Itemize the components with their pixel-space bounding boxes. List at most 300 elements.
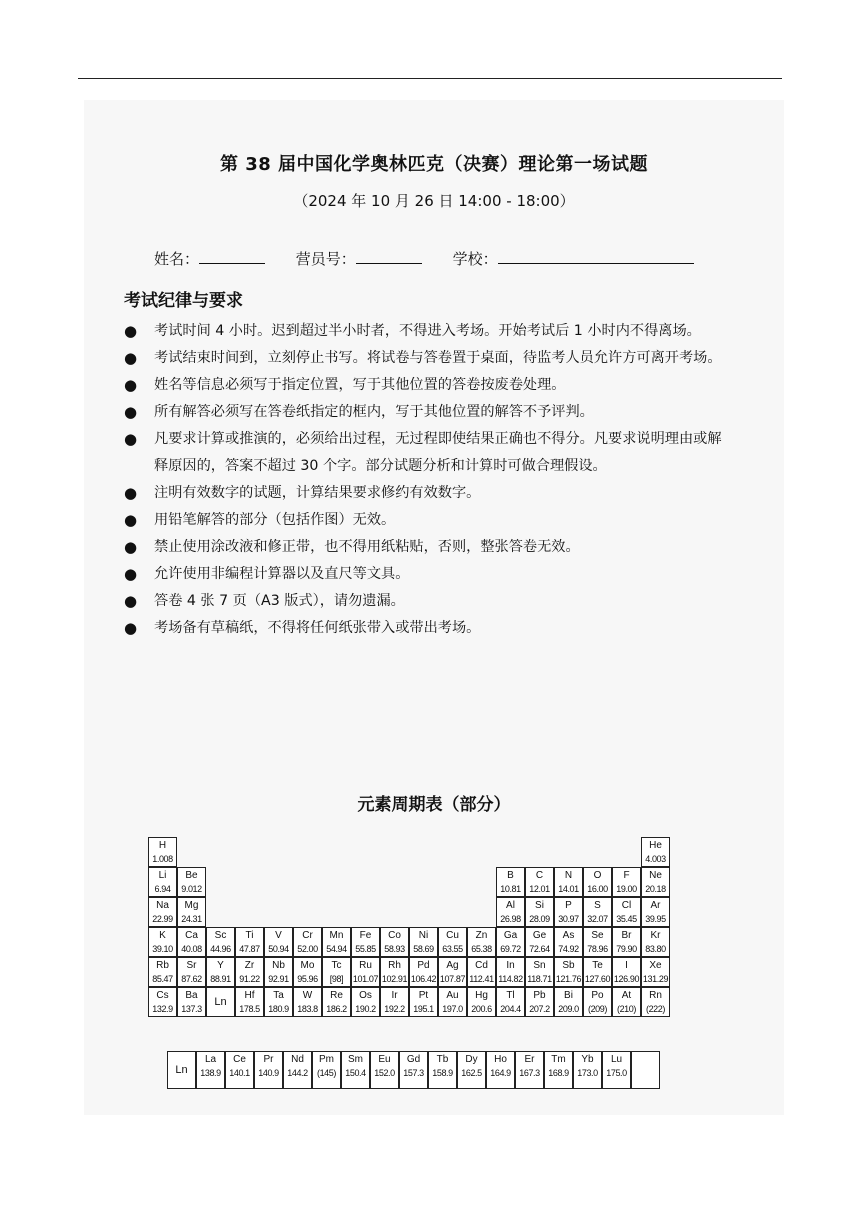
element-cell-ca: [177, 927, 206, 957]
atomic-mass: 22.99: [152, 914, 173, 924]
element-cell-po: [583, 987, 612, 1017]
element-symbol: Br: [621, 930, 632, 941]
atomic-mass: 69.72: [500, 944, 521, 954]
atomic-mass: 95.96: [297, 974, 318, 984]
element-cell-ta: [264, 987, 293, 1017]
element-symbol: Y: [217, 960, 224, 971]
element-cell-dy: [457, 1051, 486, 1089]
element-symbol: Si: [535, 900, 544, 911]
element-symbol: Ge: [532, 930, 547, 941]
rule-text: 考场备有草稿纸，不得将任何纸张带入或带出考场。: [154, 620, 481, 636]
atomic-mass: 58.93: [384, 944, 405, 954]
rule-text: 所有解答必须写在答卷纸指定的框内，写于其他位置的解答不予评判。: [154, 404, 594, 420]
bullet-icon: ●: [124, 565, 138, 583]
element-cell-cl: [612, 897, 641, 927]
atomic-mass: 24.31: [181, 914, 202, 924]
atomic-mass: 183.8: [297, 1004, 318, 1014]
element-cell-au: [438, 987, 467, 1017]
rule-item: [124, 426, 724, 480]
element-cell-na: [148, 897, 177, 927]
atomic-mass: 207.2: [529, 1004, 550, 1014]
atomic-mass: 83.80: [645, 944, 666, 954]
element-symbol: H: [158, 840, 167, 851]
empty-cell: [631, 1051, 660, 1089]
element-cell-sm: [341, 1051, 370, 1089]
atomic-mass: 12.01: [529, 884, 550, 894]
rule-item: [124, 345, 724, 372]
element-symbol: C: [535, 870, 544, 881]
element-symbol: Co: [388, 930, 401, 941]
element-cell-tb: [428, 1051, 457, 1089]
atomic-mass: 178.5: [239, 1004, 260, 1014]
element-cell-er: [515, 1051, 544, 1089]
element-cell-f: [612, 867, 641, 897]
element-symbol: Po: [591, 990, 604, 1001]
atomic-mass: 85.47: [152, 974, 173, 984]
atomic-mass: 131.29: [642, 974, 669, 984]
element-symbol: Ga: [503, 930, 518, 941]
element-symbol: Lu: [610, 1054, 623, 1065]
atomic-mass: 144.2: [287, 1068, 308, 1078]
element-symbol: Ln: [214, 996, 227, 1008]
element-symbol: Nb: [272, 960, 285, 971]
atomic-mass: 106.42: [410, 974, 437, 984]
name-field[interactable]: [154, 248, 265, 269]
atomic-mass: 20.18: [645, 884, 666, 894]
school-field[interactable]: [453, 248, 694, 269]
atomic-mass: 52.00: [297, 944, 318, 954]
element-cell-lu: [602, 1051, 631, 1089]
rule-text: 允许使用非编程计算器以及直尺等文具。: [154, 566, 410, 582]
element-symbol: Ln: [175, 1064, 188, 1076]
element-symbol: Tm: [551, 1054, 566, 1065]
rule-text: 凡要求计算或推演的，必须给出过程，无过程即使结果正确也不得分。凡要求说明理由或解释原因的，答案不超过 30 个字。部分试题分析和计算时可做合理假设。: [154, 431, 722, 474]
element-symbol: Au: [446, 990, 459, 1001]
element-cell-br: [612, 927, 641, 957]
atomic-mass: 58.69: [413, 944, 434, 954]
periodic-table-title: 元素周期表（部分）: [357, 795, 511, 815]
rule-text: 答卷 4 张 7 页（A3 版式），请勿遗漏。: [154, 593, 405, 609]
element-symbol: V: [275, 930, 282, 941]
school-label: 学校：: [452, 250, 498, 268]
element-cell-pm: [312, 1051, 341, 1089]
element-symbol: Ba: [185, 990, 198, 1001]
element-cell-la: [196, 1051, 225, 1089]
element-cell-hg: [467, 987, 496, 1017]
element-symbol: Cd: [475, 960, 488, 971]
element-symbol: Ar: [650, 900, 661, 911]
atomic-mass: 39.95: [645, 914, 666, 924]
element-cell-kr: [641, 927, 670, 957]
element-cell-b: [496, 867, 525, 897]
element-cell-rh: [380, 957, 409, 987]
atomic-mass: 137.3: [181, 1004, 202, 1014]
bullet-icon: ●: [124, 322, 138, 340]
atomic-mass: 209.0: [558, 1004, 579, 1014]
rule-item: [124, 318, 724, 345]
element-symbol: Eu: [378, 1054, 391, 1065]
rule-item: [124, 588, 724, 615]
element-cell-ge: [525, 927, 554, 957]
element-symbol: Ti: [245, 930, 254, 941]
element-symbol: Pd: [417, 960, 430, 971]
element-symbol: Ca: [185, 930, 198, 941]
element-cell-al: [496, 897, 525, 927]
element-symbol: La: [204, 1054, 217, 1065]
element-cell-ln: [167, 1051, 196, 1089]
camper-number-blank-line: [356, 249, 422, 264]
atomic-mass: 32.07: [587, 914, 608, 924]
element-cell-hf: [235, 987, 264, 1017]
atomic-mass: 121.76: [555, 974, 582, 984]
atomic-mass: 9.012: [181, 884, 202, 894]
element-cell-xe: [641, 957, 670, 987]
atomic-mass: (145): [316, 1068, 336, 1078]
element-symbol: Hg: [475, 990, 488, 1001]
rule-item: [124, 480, 724, 507]
element-cell-o: [583, 867, 612, 897]
atomic-mass: 152.0: [374, 1068, 395, 1078]
element-cell-tl: [496, 987, 525, 1017]
atomic-mass: 175.0: [606, 1068, 627, 1078]
element-symbol: Al: [506, 900, 515, 911]
element-symbol: Rb: [156, 960, 169, 971]
element-symbol: Ru: [359, 960, 372, 971]
element-symbol: P: [565, 900, 572, 911]
element-symbol: S: [594, 900, 601, 911]
atomic-mass: 195.1: [413, 1004, 434, 1014]
atomic-mass: 114.82: [498, 974, 523, 984]
name-blank-line: [199, 249, 265, 264]
element-cell-si: [525, 897, 554, 927]
atomic-mass: 28.09: [529, 914, 550, 924]
element-cell-ar: [641, 897, 670, 927]
element-cell-i: [612, 957, 641, 987]
bullet-icon: ●: [124, 484, 138, 502]
element-cell-se: [583, 927, 612, 957]
element-cell-ba: [177, 987, 206, 1017]
atomic-mass: 150.4: [345, 1068, 366, 1078]
atomic-mass: 190.2: [355, 1004, 376, 1014]
rules-list: [124, 318, 724, 642]
element-symbol: Mo: [300, 960, 315, 971]
element-symbol: Er: [524, 1054, 535, 1065]
element-cell-ir: [380, 987, 409, 1017]
atomic-mass: 167.3: [519, 1068, 540, 1078]
element-symbol: Ne: [649, 870, 662, 881]
element-symbol: At: [621, 990, 632, 1001]
element-symbol: Dy: [465, 1054, 478, 1065]
rule-item: [124, 399, 724, 426]
element-cell-zn: [467, 927, 496, 957]
element-cell-sc: [206, 927, 235, 957]
element-symbol: Tb: [436, 1054, 449, 1065]
exam-title: 第 38 届中国化学奥林匹克（决赛）理论第一场试题: [219, 154, 649, 175]
rule-item: [124, 615, 724, 642]
element-symbol: Gd: [406, 1054, 421, 1065]
element-symbol: Hf: [244, 990, 255, 1001]
element-cell-cu: [438, 927, 467, 957]
bullet-icon: ●: [124, 376, 138, 394]
atomic-mass: 91.22: [239, 974, 260, 984]
element-symbol: O: [593, 870, 602, 881]
element-cell-ln: [206, 987, 235, 1017]
element-symbol: Li: [158, 870, 167, 881]
element-symbol: Pm: [319, 1054, 334, 1065]
rule-item: [124, 507, 724, 534]
element-cell-ga: [496, 927, 525, 957]
element-symbol: Ir: [391, 990, 398, 1001]
element-symbol: Ni: [418, 930, 429, 941]
element-cell-pd: [409, 957, 438, 987]
element-symbol: Sr: [186, 960, 197, 971]
element-cell-h: [148, 837, 177, 867]
atomic-mass: 200.6: [471, 1004, 492, 1014]
element-cell-te: [583, 957, 612, 987]
element-cell-li: [148, 867, 177, 897]
atomic-mass: 72.64: [529, 944, 550, 954]
element-symbol: Pb: [533, 990, 546, 1001]
element-cell-ni: [409, 927, 438, 957]
atomic-mass: 35.45: [616, 914, 637, 924]
element-cell-mn: [322, 927, 351, 957]
rule-text: 姓名等信息必须写于指定位置，写于其他位置的答卷按废卷处理。: [154, 377, 566, 393]
element-cell-yb: [573, 1051, 602, 1089]
element-cell-pb: [525, 987, 554, 1017]
element-cell-nb: [264, 957, 293, 987]
element-cell-cd: [467, 957, 496, 987]
school-blank-line: [498, 249, 694, 264]
element-symbol: Rh: [388, 960, 401, 971]
element-cell-ag: [438, 957, 467, 987]
camper-number-label: 营员号：: [295, 250, 356, 268]
element-cell-ce: [225, 1051, 254, 1089]
element-symbol: Pr: [263, 1054, 274, 1065]
atomic-mass: 180.9: [268, 1004, 289, 1014]
element-symbol: Kr: [650, 930, 661, 941]
atomic-mass: 78.96: [587, 944, 608, 954]
element-cell-re: [322, 987, 351, 1017]
element-symbol: Nd: [291, 1054, 304, 1065]
atomic-mass: 92.91: [268, 974, 289, 984]
rule-item: [124, 372, 724, 399]
element-cell-sb: [554, 957, 583, 987]
rule-item: [124, 561, 724, 588]
element-cell-mg: [177, 897, 206, 927]
element-cell-ti: [235, 927, 264, 957]
element-symbol: Cr: [302, 930, 313, 941]
element-symbol: Cs: [156, 990, 169, 1001]
element-symbol: Os: [359, 990, 372, 1001]
element-cell-os: [351, 987, 380, 1017]
atomic-mass: 4.003: [645, 854, 666, 864]
bullet-icon: ●: [124, 511, 138, 529]
top-rule: [78, 78, 782, 79]
element-cell-at: [612, 987, 641, 1017]
element-symbol: Se: [591, 930, 604, 941]
atomic-mass: [98]: [329, 974, 344, 984]
element-cell-tc: [322, 957, 351, 987]
atomic-mass: 168.9: [548, 1068, 569, 1078]
element-cell-fe: [351, 927, 380, 957]
atomic-mass: 107.87: [439, 974, 466, 984]
rule-text: 注明有效数字的试题，计算结果要求修约有效数字。: [154, 485, 481, 501]
element-symbol: Ta: [273, 990, 284, 1001]
element-cell-sn: [525, 957, 554, 987]
atomic-mass: 6.94: [154, 884, 171, 894]
element-symbol: Sn: [533, 960, 546, 971]
element-symbol: Cu: [446, 930, 459, 941]
element-cell-ru: [351, 957, 380, 987]
element-symbol: W: [302, 990, 313, 1001]
rule-item: [124, 534, 724, 561]
element-symbol: Bi: [564, 990, 573, 1001]
atomic-mass: 10.81: [500, 884, 521, 894]
exam-date-time: （2024 年 10 月 26 日 14:00 - 18:00）: [293, 192, 575, 210]
rule-text: 考试结束时间到，立刻停止书写。将试卷与答卷置于桌面，待监考人员允许方可离开考场。: [154, 350, 722, 366]
element-cell-p: [554, 897, 583, 927]
atomic-mass: (209): [587, 1004, 607, 1014]
element-symbol: In: [506, 960, 515, 971]
atomic-mass: 79.90: [616, 944, 637, 954]
element-cell-y: [206, 957, 235, 987]
element-cell-as: [554, 927, 583, 957]
atomic-mass: 74.92: [558, 944, 579, 954]
atomic-mass: (222): [645, 1004, 665, 1014]
element-cell-v: [264, 927, 293, 957]
element-symbol: Mn: [329, 930, 344, 941]
atomic-mass: 63.55: [442, 944, 463, 954]
atomic-mass: 140.9: [258, 1068, 279, 1078]
bullet-icon: ●: [124, 619, 138, 637]
element-cell-gd: [399, 1051, 428, 1089]
bullet-icon: ●: [124, 592, 138, 610]
element-symbol: Be: [185, 870, 198, 881]
atomic-mass: 19.00: [616, 884, 637, 894]
element-cell-w: [293, 987, 322, 1017]
element-symbol: Zr: [244, 960, 255, 971]
element-cell-be: [177, 867, 206, 897]
rule-text: 用铅笔解答的部分（包括作图）无效。: [154, 512, 396, 528]
bullet-icon: ●: [124, 403, 138, 421]
element-cell-cr: [293, 927, 322, 957]
element-cell-ho: [486, 1051, 515, 1089]
bullet-icon: ●: [124, 538, 138, 556]
element-cell-tm: [544, 1051, 573, 1089]
atomic-mass: 132.9: [152, 1004, 173, 1014]
element-symbol: Rn: [649, 990, 662, 1001]
atomic-mass: 118.71: [527, 974, 552, 984]
element-cell-eu: [370, 1051, 399, 1089]
element-cell-ne: [641, 867, 670, 897]
atomic-mass: 158.9: [432, 1068, 453, 1078]
element-symbol: Xe: [649, 960, 662, 971]
atomic-mass: 112.41: [469, 974, 494, 984]
atomic-mass: 30.97: [558, 914, 579, 924]
element-symbol: He: [649, 840, 662, 851]
camper-number-field[interactable]: [296, 248, 422, 269]
atomic-mass: 102.91: [381, 974, 408, 984]
rule-text: 禁止使用涂改液和修正带，也不得用纸粘贴，否则，整张答卷无效。: [154, 539, 580, 555]
element-cell-rn: [641, 987, 670, 1017]
element-symbol: Sc: [214, 930, 227, 941]
element-symbol: Fe: [359, 930, 372, 941]
atomic-mass: 126.90: [613, 974, 640, 984]
element-symbol: Sm: [348, 1054, 363, 1065]
element-symbol: Tl: [506, 990, 515, 1001]
element-symbol: N: [564, 870, 573, 881]
element-cell-rb: [148, 957, 177, 987]
atomic-mass: 127.60: [584, 974, 611, 984]
element-symbol: Te: [592, 960, 603, 971]
element-symbol: K: [159, 930, 166, 941]
element-symbol: I: [625, 960, 628, 971]
element-symbol: Ce: [233, 1054, 246, 1065]
atomic-mass: 47.87: [239, 944, 260, 954]
atomic-mass: 164.9: [490, 1068, 511, 1078]
atomic-mass: 157.3: [403, 1068, 424, 1078]
atomic-mass: 40.08: [181, 944, 202, 954]
atomic-mass: 26.98: [500, 914, 521, 924]
element-cell-in: [496, 957, 525, 987]
atomic-mass: 1.008: [152, 854, 173, 864]
element-symbol: Re: [330, 990, 343, 1001]
atomic-mass: 197.0: [442, 1004, 463, 1014]
atomic-mass: 140.1: [229, 1068, 250, 1078]
atomic-mass: 55.85: [355, 944, 376, 954]
element-cell-co: [380, 927, 409, 957]
element-symbol: Na: [156, 900, 169, 911]
element-symbol: Ag: [446, 960, 459, 971]
element-cell-cs: [148, 987, 177, 1017]
element-symbol: Mg: [184, 900, 199, 911]
element-cell-mo: [293, 957, 322, 987]
element-cell-k: [148, 927, 177, 957]
element-cell-c: [525, 867, 554, 897]
atomic-mass: 162.5: [461, 1068, 482, 1078]
atomic-mass: 50.94: [268, 944, 289, 954]
atomic-mass: 173.0: [577, 1068, 598, 1078]
candidate-info-fields: [154, 248, 720, 269]
element-cell-nd: [283, 1051, 312, 1089]
atomic-mass: 54.94: [326, 944, 347, 954]
element-symbol: Yb: [581, 1054, 594, 1065]
element-cell-pt: [409, 987, 438, 1017]
atomic-mass: 101.07: [352, 974, 379, 984]
atomic-mass: 65.38: [471, 944, 492, 954]
element-cell-n: [554, 867, 583, 897]
atomic-mass: 88.91: [210, 974, 231, 984]
atomic-mass: 44.96: [210, 944, 231, 954]
element-symbol: Tc: [331, 960, 342, 971]
atomic-mass: (210): [616, 1004, 636, 1014]
element-symbol: F: [623, 870, 630, 881]
element-symbol: Zn: [475, 930, 488, 941]
element-cell-s: [583, 897, 612, 927]
atomic-mass: 138.9: [200, 1068, 221, 1078]
element-cell-he: [641, 837, 670, 867]
atomic-mass: 186.2: [326, 1004, 347, 1014]
rules-heading: 考试纪律与要求: [124, 291, 243, 311]
element-symbol: B: [507, 870, 514, 881]
atomic-mass: 204.4: [500, 1004, 521, 1014]
atomic-mass: 14.01: [558, 884, 579, 894]
atomic-mass: 192.2: [384, 1004, 405, 1014]
element-cell-sr: [177, 957, 206, 987]
atomic-mass: 16.00: [587, 884, 608, 894]
element-symbol: Pt: [418, 990, 429, 1001]
element-symbol: Ho: [494, 1054, 507, 1065]
